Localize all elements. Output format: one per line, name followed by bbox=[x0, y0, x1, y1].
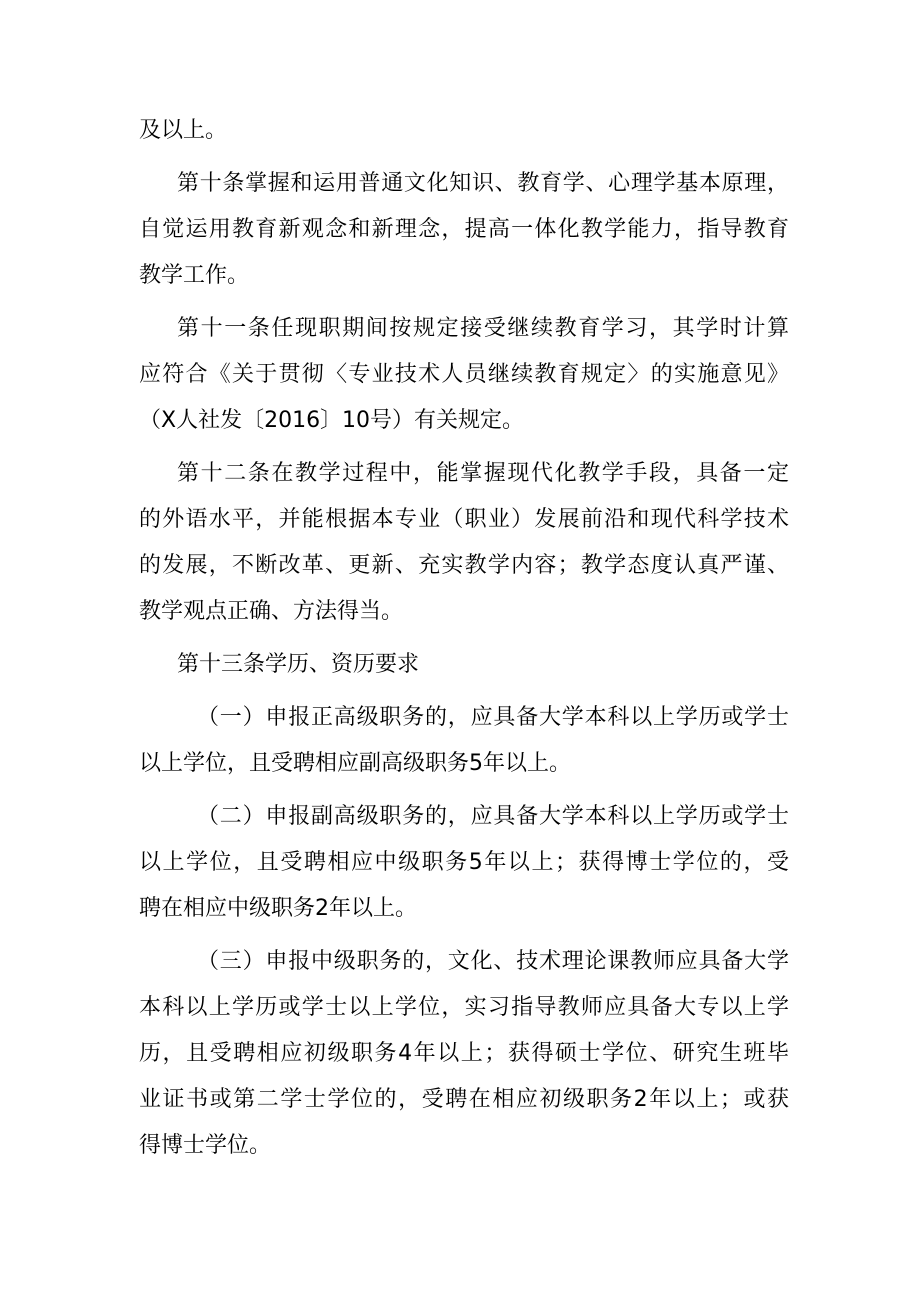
item-3-line-5: 得博士学位。 bbox=[139, 1133, 272, 1158]
article-12-line-1: 第十二条在教学过程中，能掌握现代化教学手段，具备一定 bbox=[177, 461, 789, 486]
item-2-line-2: 以上学位，且受聘相应中级职务5年以上；获得博士学位的，受 bbox=[139, 850, 789, 875]
article-10-line-3: 教学工作。 bbox=[139, 263, 250, 288]
article-11-line-2: 应符合《关于贯彻〈专业技术人员继续教育规定〉的实施意见》 bbox=[139, 362, 789, 387]
article-12-line-3: 的发展，不断改革、更新、充实教学内容；教学态度认真严谨、 bbox=[139, 553, 789, 578]
item-1-line-1: （一）申报正高级职务的，应具备大学本科以上学历或学士 bbox=[197, 705, 789, 730]
item-2-line-1: （二）申报副高级职务的，应具备大学本科以上学历或学士 bbox=[197, 804, 789, 829]
document-body bbox=[139, 108, 789, 1169]
article-10-line-2: 自觉运用教育新观念和新理念，提高一体化教学能力，指导教育 bbox=[139, 217, 789, 242]
item-3-line-2: 本科以上学历或学士以上学位，实习指导教师应具备大专以上学 bbox=[139, 995, 789, 1020]
article-13-heading: 第十三条学历、资历要求 bbox=[177, 652, 420, 677]
item-1-line-2: 以上学位，且受聘相应副高级职务5年以上。 bbox=[139, 751, 571, 776]
article-12-line-2: 的外语水平，并能根据本专业（职业）发展前沿和现代科学技术 bbox=[139, 507, 789, 532]
item-3-line-4: 业证书或第二学士学位的，受聘在相应初级职务2年以上；或获 bbox=[139, 1087, 789, 1112]
text-line-0: 及以上。 bbox=[139, 118, 228, 143]
item-2-line-3: 聘在相应中级职务2年以上。 bbox=[139, 896, 417, 921]
article-10-line-1: 第十条掌握和运用普通文化知识、教育学、心理学基本原理， bbox=[177, 171, 789, 196]
item-3-line-3: 历，且受聘相应初级职务4年以上；获得硕士学位、研究生班毕 bbox=[139, 1041, 789, 1066]
article-12-line-4: 教学观点正确、方法得当。 bbox=[139, 599, 404, 624]
item-3-line-1: （三）申报中级职务的，文化、技术理论课教师应具备大学 bbox=[197, 949, 789, 974]
article-11-line-3: （X人社发〔2016〕10号）有关规定。 bbox=[139, 408, 525, 433]
article-11-line-1: 第十一条任现职期间按规定接受继续教育学习，其学时计算 bbox=[177, 316, 789, 341]
